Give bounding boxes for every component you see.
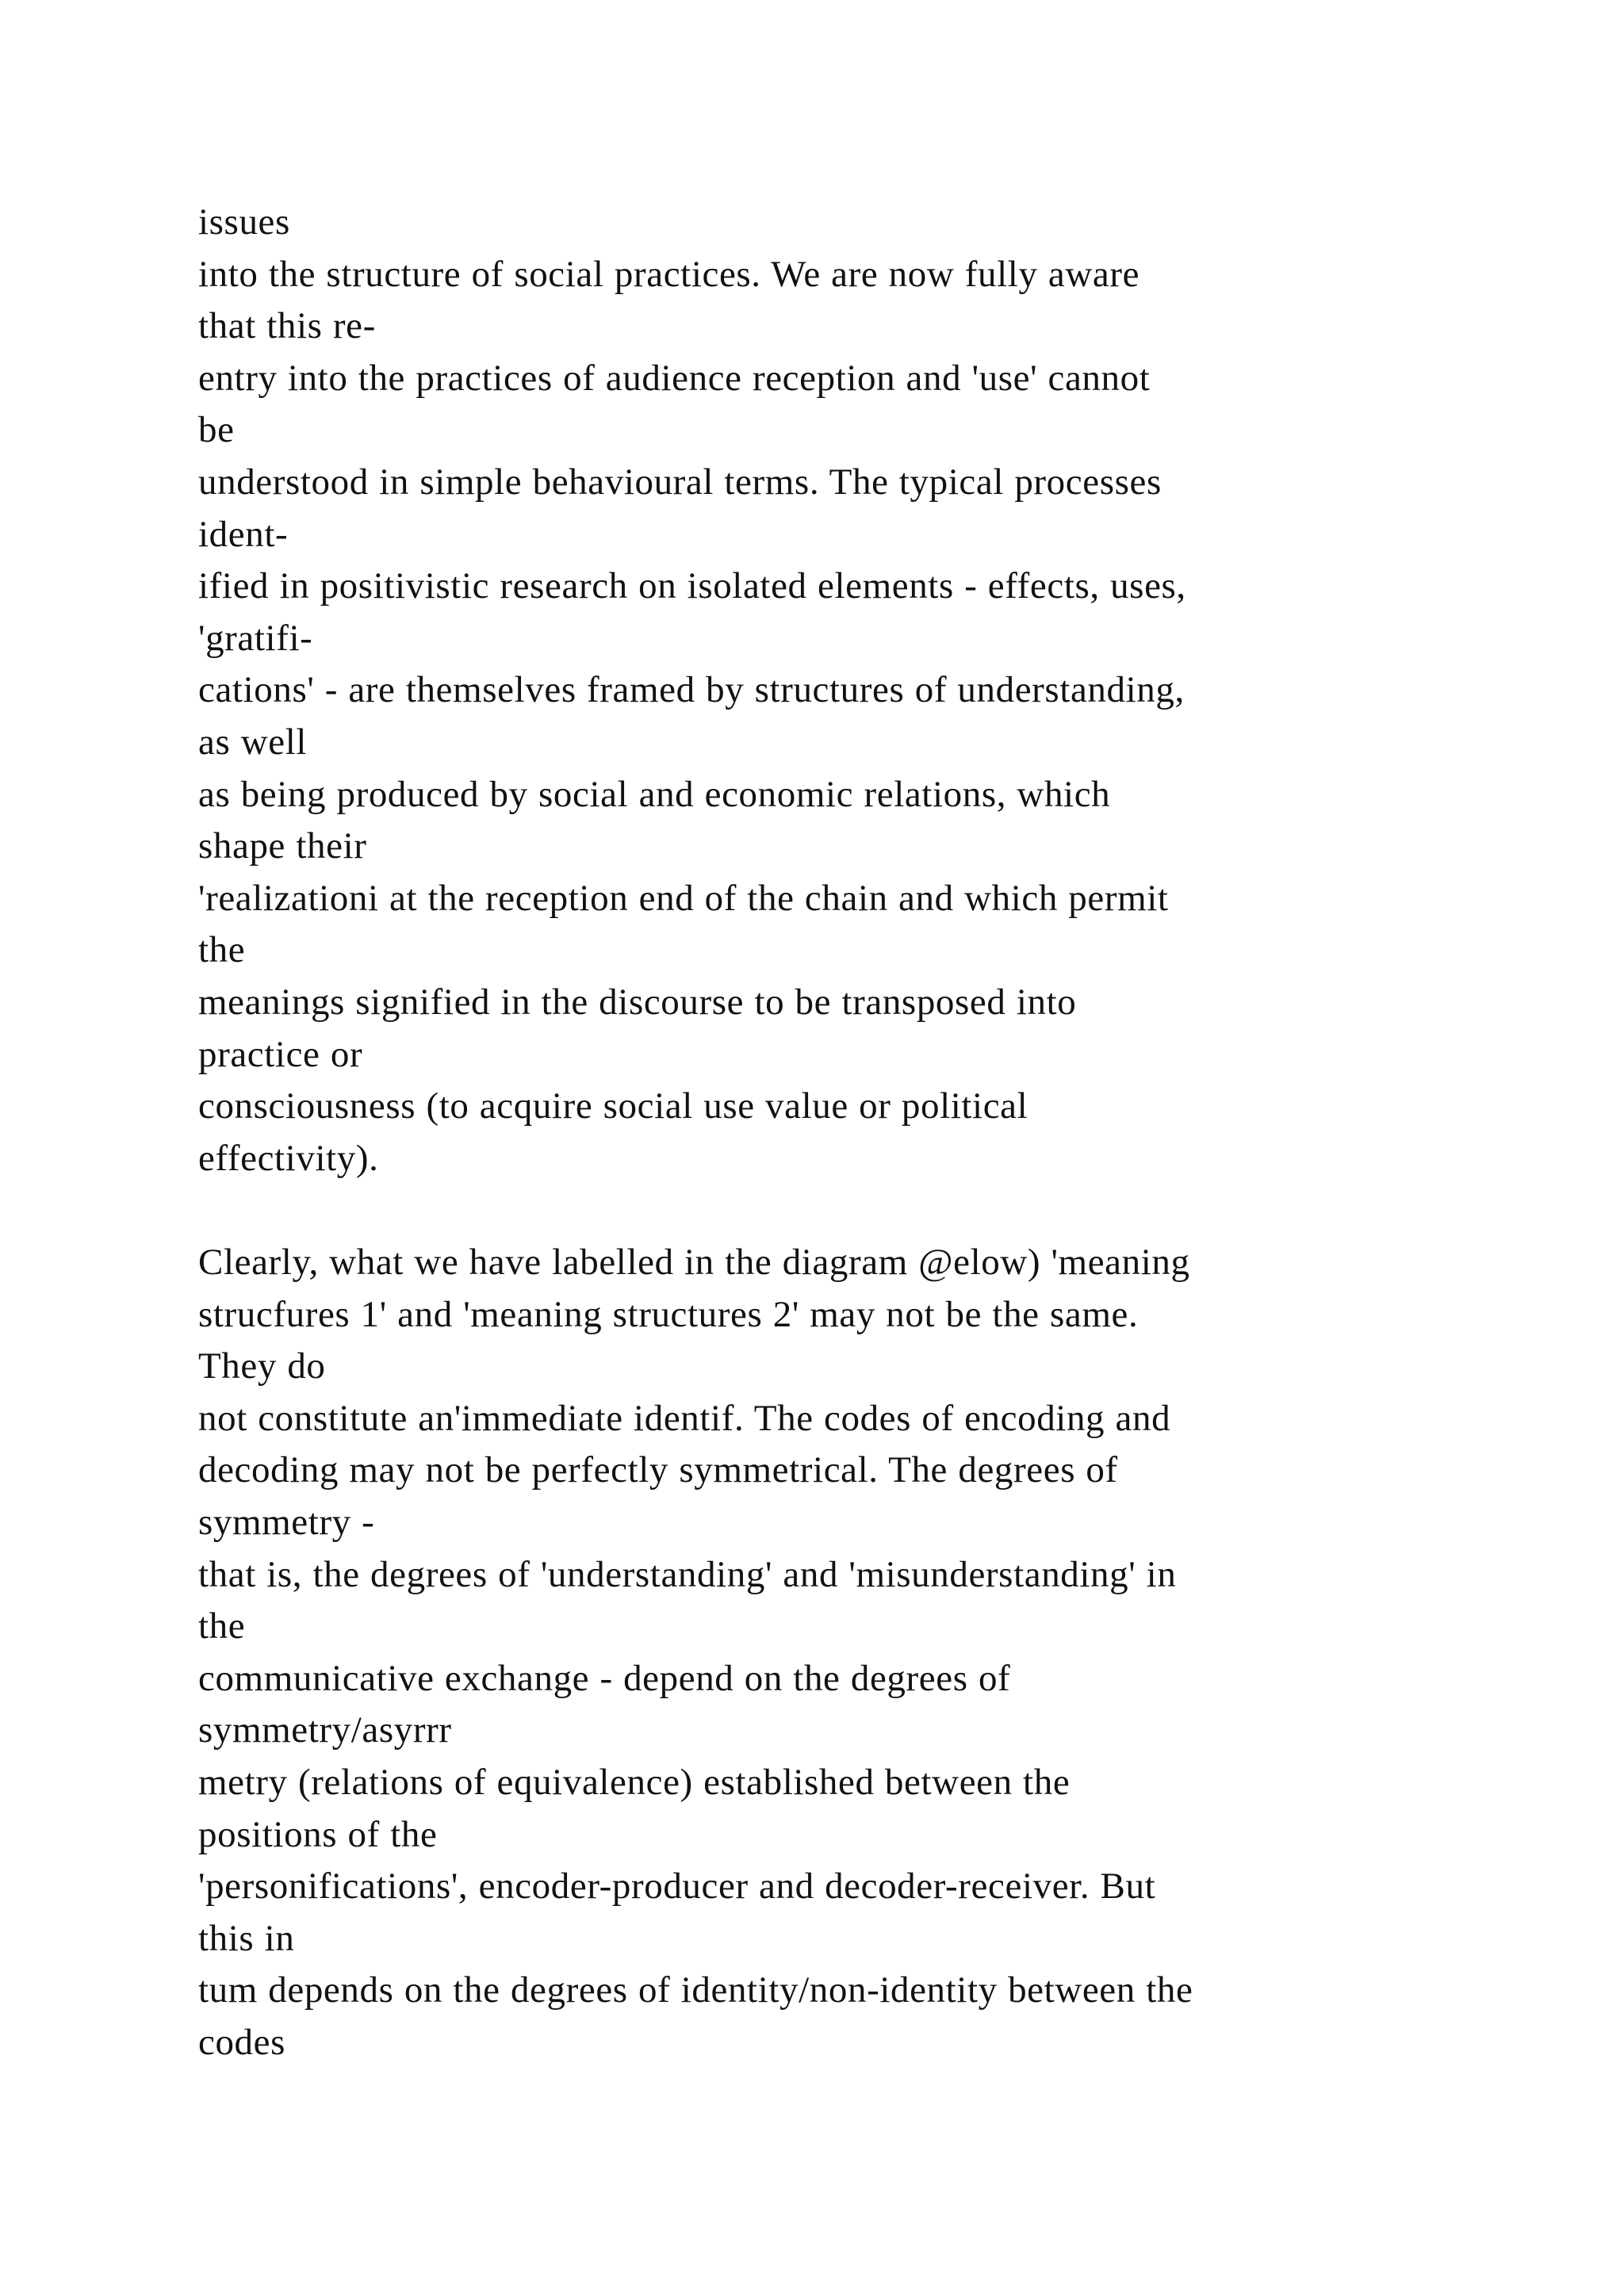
text-line: consciousness (to acquire social use value or political: [198, 1085, 1028, 1127]
text-line: positions of the: [198, 1813, 438, 1855]
text-line: ified in positivistic research on isolated elements - effects, uses,: [198, 565, 1186, 607]
text-line: entry into the practices of audience reception and 'use' cannot: [198, 357, 1151, 399]
text-line: 'gratifi-: [198, 617, 313, 659]
text-line: ident-: [198, 513, 289, 555]
paragraph-2: [198, 1237, 1546, 2069]
text-line: the: [198, 1605, 246, 1647]
text-line: strucfures 1' and 'meaning structures 2' may not be the same.: [198, 1293, 1139, 1335]
text-line: shape their: [198, 825, 367, 867]
text-line: 'realizationi at the reception end of the chain and which permit: [198, 877, 1169, 919]
text-line: symmetry/asyrrr: [198, 1709, 452, 1751]
text-line: meanings signified in the discourse to be transposed into: [198, 981, 1077, 1023]
text-line: effectivity).: [198, 1137, 379, 1179]
text-line: metry (relations of equivalence) established between the: [198, 1761, 1071, 1803]
text-line: into the structure of social practices. We are now fully aware: [198, 253, 1140, 295]
text-line: practice or: [198, 1033, 363, 1075]
text-line: Clearly, what we have labelled in the diagram @elow) 'meaning: [198, 1242, 1190, 1283]
text-line: that this re-: [198, 305, 376, 347]
text-line: issues: [198, 201, 290, 243]
text-line: be: [198, 409, 235, 451]
text-line: as well: [198, 721, 308, 763]
text-line: communicative exchange - depend on the degrees of: [198, 1657, 1011, 1699]
text-line: codes: [198, 2021, 286, 2063]
text-line: decoding may not be perfectly symmetrical. The degrees of: [198, 1449, 1118, 1491]
text-line: tum depends on the degrees of identity/non-identity between the: [198, 1969, 1193, 2011]
paragraph-1: [198, 197, 1546, 1184]
text-line: cations' - are themselves framed by structures of understanding,: [198, 669, 1185, 711]
text-line: the: [198, 929, 246, 971]
text-line: that is, the degrees of 'understanding' and 'misunderstanding' in: [198, 1553, 1177, 1595]
text-line: 'personifications', encoder-producer and decoder-receiver. But: [198, 1866, 1156, 1908]
text-line: this in: [198, 1917, 295, 1959]
text-line: They do: [198, 1345, 326, 1387]
text-line: understood in simple behavioural terms. The typical processes: [198, 461, 1162, 503]
text-line: symmetry -: [198, 1501, 375, 1543]
text-line: not constitute an'immediate identif. The codes of encoding and: [198, 1397, 1171, 1439]
text-line: as being produced by social and economic relations, which: [198, 773, 1111, 815]
